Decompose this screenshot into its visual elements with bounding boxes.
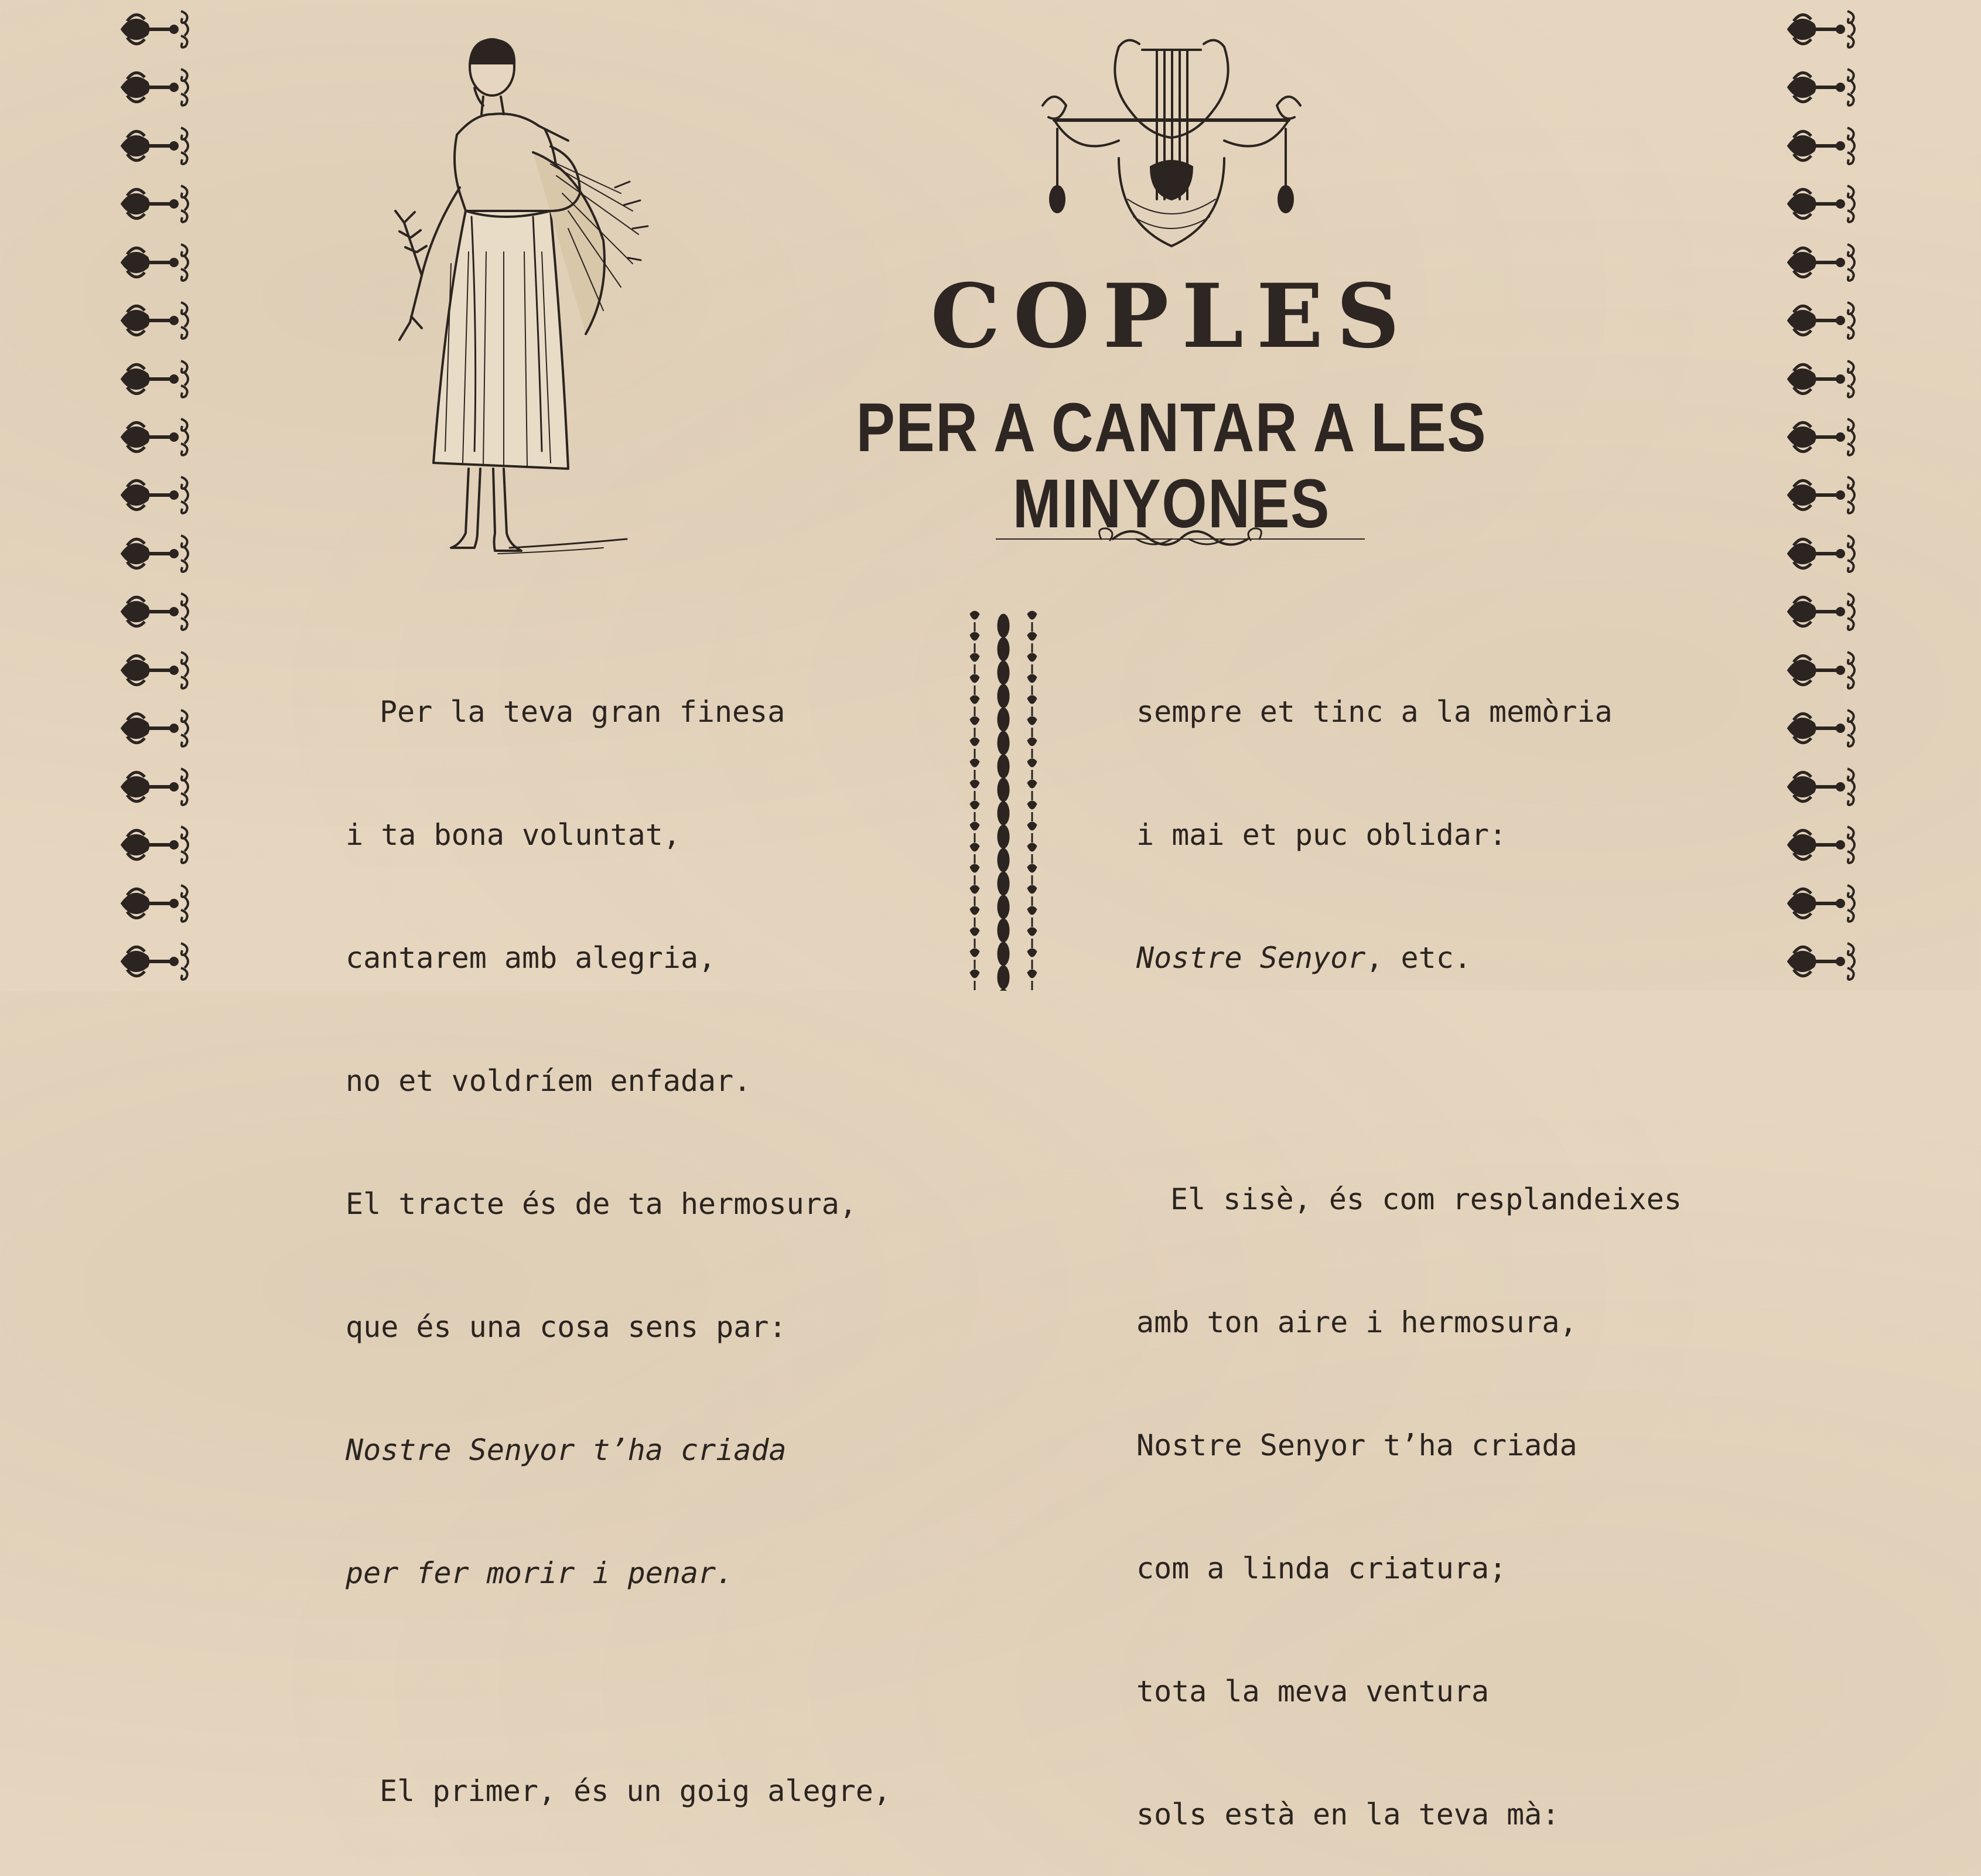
palmette-scroll-border-icon <box>115 123 195 169</box>
left-border-ornament <box>111 0 199 991</box>
palmette-scroll-border-icon <box>115 6 195 52</box>
palmette-scroll-border-icon <box>1782 647 1862 693</box>
palmette-scroll-border-icon <box>1782 822 1862 868</box>
palmette-scroll-border-icon <box>115 705 195 751</box>
palmette-scroll-border-icon <box>115 240 195 285</box>
verse-line-italic: per fer morir i penar. <box>346 1556 734 1590</box>
palmette-scroll-border-icon <box>1782 6 1862 52</box>
palmette-scroll-border-icon <box>1782 64 1862 110</box>
stanza-gap <box>1136 1060 1682 1097</box>
refrain-italic: Nostre Senyor <box>1136 941 1366 975</box>
verse-line: no et voldríem enfadar. <box>346 1064 752 1098</box>
page-title: COPLES <box>930 265 1413 368</box>
verse-line: sempre et tinc a la memòria <box>1136 695 1613 729</box>
palmette-scroll-border-icon <box>115 939 195 984</box>
palmette-scroll-border-icon <box>115 64 195 110</box>
verse-line: El primer, és un goig alegre, <box>380 1774 891 1808</box>
palmette-scroll-border-icon <box>115 181 195 227</box>
palmette-scroll-border-icon <box>1782 472 1862 518</box>
palmette-scroll-border-icon <box>115 647 195 693</box>
verse-line: i ta bona voluntat, <box>346 818 681 852</box>
palmette-scroll-border-icon <box>115 589 195 635</box>
verse-line: El sisè, és com resplandeixes <box>1170 1182 1682 1216</box>
peasant-woman-with-wheat-sheaf-icon <box>357 18 674 580</box>
flourish-divider-icon <box>996 521 1365 557</box>
stanza-gap <box>346 1676 891 1689</box>
palmette-scroll-border-icon <box>115 356 195 402</box>
palmette-scroll-border-icon <box>115 298 195 343</box>
page-subtitle: PER A CANTAR A LES MINYONES <box>856 389 1487 543</box>
verse-line: tota la meva ventura <box>1136 1674 1490 1708</box>
palmette-scroll-border-icon <box>115 531 195 577</box>
right-poem-column <box>1136 609 1682 1876</box>
palmette-scroll-border-icon <box>1782 939 1862 984</box>
palmette-scroll-border-icon <box>115 822 195 868</box>
palmette-scroll-border-icon <box>1782 356 1862 402</box>
verse-line: Nostre Senyor t’ha criada <box>1136 1428 1577 1462</box>
palmette-scroll-border-icon <box>1782 881 1862 926</box>
refrain-line <box>1136 937 1682 978</box>
palmette-scroll-border-icon <box>115 881 195 926</box>
vertical-floral-separator-icon <box>959 609 1047 991</box>
palmette-scroll-border-icon <box>1782 589 1862 635</box>
verse-line: amb ton aire i hermosura, <box>1136 1305 1577 1339</box>
palmette-scroll-border-icon <box>115 764 195 810</box>
verse-line: com a linda criatura; <box>1136 1551 1507 1585</box>
verse-line: Per la teva gran finesa <box>380 695 785 729</box>
refrain-rest: , etc. <box>1365 941 1471 975</box>
left-poem-column <box>346 609 891 1853</box>
palmette-scroll-border-icon <box>1782 181 1862 227</box>
right-border-ornament <box>1778 0 1866 991</box>
palmette-scroll-border-icon <box>1782 298 1862 343</box>
verse-line: El tracte és de ta hermosura, <box>346 1187 857 1221</box>
verse-line: i mai et puc oblidar: <box>1136 818 1507 852</box>
palmette-scroll-border-icon <box>1782 123 1862 169</box>
palmette-scroll-border-icon <box>1782 240 1862 285</box>
verse-line: que és una cosa sens par: <box>346 1310 787 1344</box>
palmette-scroll-border-icon <box>115 414 195 460</box>
verse-line: cantarem amb alegria, <box>346 941 716 975</box>
palmette-scroll-border-icon <box>115 472 195 518</box>
palmette-scroll-border-icon <box>1782 764 1862 810</box>
palmette-scroll-border-icon <box>1782 414 1862 460</box>
verse-line: sols està en la teva mà: <box>1136 1797 1560 1831</box>
palmette-scroll-border-icon <box>1782 705 1862 751</box>
lyre-ornament-icon <box>1031 23 1312 252</box>
palmette-scroll-border-icon <box>1782 531 1862 577</box>
verse-line-italic: Nostre Senyor t’ha criada <box>346 1433 787 1467</box>
